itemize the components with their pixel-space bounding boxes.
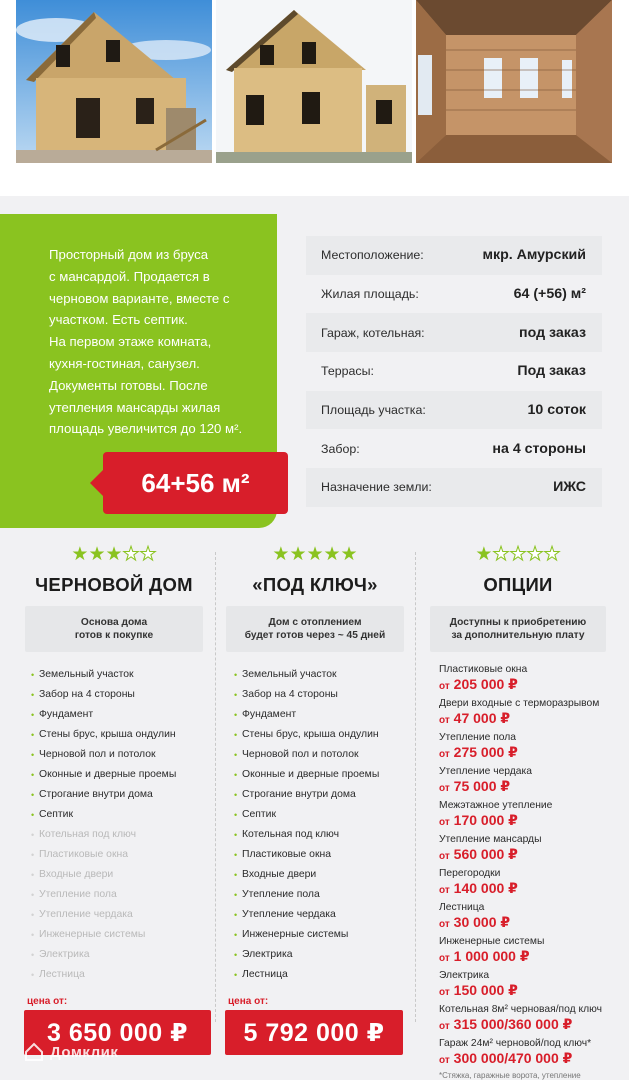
option-item xyxy=(439,766,618,800)
price-label: цена от: xyxy=(27,996,68,1007)
feature-item: • Забор на 4 стороны xyxy=(234,685,412,705)
star-empty-icon: ★★ xyxy=(122,544,157,565)
feature-item: • Оконные и дверные проемы xyxy=(31,765,213,785)
house-photo-interior[interactable] xyxy=(416,0,612,163)
spec-row-land-purpose xyxy=(306,468,602,507)
spec-label: Террасы: xyxy=(321,364,374,379)
spec-value: мкр. Амурский xyxy=(482,247,586,264)
spec-value: 64 (+56) м² xyxy=(513,286,586,303)
subtitle-line: готов к покупке xyxy=(74,630,154,641)
feature-item: • Инженерные системы xyxy=(234,925,412,945)
package-rough xyxy=(15,540,213,1080)
price-value: 30 000 ₽ xyxy=(453,914,511,930)
description-line: с мансардой. Продается в xyxy=(49,268,210,284)
option-item xyxy=(439,664,618,698)
feature-item: • Лестница xyxy=(31,965,213,985)
package-title: ЧЕРНОВОЙ ДОМ xyxy=(35,574,193,595)
feature-item: • Котельная под ключ xyxy=(31,825,213,845)
specs-table xyxy=(306,236,602,507)
package-title: «ПОД КЛЮЧ» xyxy=(252,574,378,595)
option-name: Пластиковые окна xyxy=(439,664,528,675)
option-item xyxy=(439,800,618,834)
from-word: от xyxy=(439,885,450,896)
description-line: участком. Есть септик. xyxy=(49,312,188,328)
star-icon: ★★★ xyxy=(71,544,123,565)
option-price xyxy=(439,846,618,865)
option-item xyxy=(439,936,618,970)
spec-label: Назначение земли: xyxy=(321,480,432,495)
description-line: Просторный дом из бруса xyxy=(49,247,209,262)
package-turnkey xyxy=(218,540,412,1080)
option-name: Межэтажное утепление xyxy=(439,800,553,811)
watermark-text: Домклик xyxy=(50,1043,119,1061)
price-value: 560 000 ₽ xyxy=(453,846,518,862)
option-name: Гараж 24м² черновой/под ключ* xyxy=(439,1038,592,1049)
spec-row-living-area xyxy=(306,275,602,314)
spec-label: Площадь участка: xyxy=(321,403,426,418)
from-word: от xyxy=(439,953,450,964)
feature-item: • Стены брус, крыша ондулин xyxy=(31,725,213,745)
options-subtitle xyxy=(430,606,606,652)
spec-row-terraces xyxy=(306,352,602,391)
column-divider xyxy=(415,552,416,1022)
description-line: черновом варианте, вместе с xyxy=(49,290,230,306)
rating-stars xyxy=(15,542,213,568)
description-line: кухня-гостиная, санузел. xyxy=(49,355,200,371)
feature-item: • Утепление чердака xyxy=(234,905,412,925)
feature-item: • Утепление пола xyxy=(234,885,412,905)
option-price xyxy=(439,1016,618,1035)
spec-value: 10 соток xyxy=(527,402,586,419)
spec-row-location xyxy=(306,236,602,275)
subtitle-line: Доступны к приобретению xyxy=(449,617,587,628)
feature-item: • Стены брус, крыша ондулин xyxy=(234,725,412,745)
price-value: 205 000 ₽ xyxy=(453,676,518,692)
from-word: от xyxy=(439,919,450,930)
option-price xyxy=(439,948,618,967)
from-word: от xyxy=(439,681,450,692)
feature-item: • Фундамент xyxy=(234,705,412,725)
feature-item: • Пластиковые окна xyxy=(234,845,412,865)
option-item xyxy=(439,732,618,766)
house-logo-icon xyxy=(24,1042,44,1062)
spec-label: Местоположение: xyxy=(321,248,424,263)
feature-item: • Пластиковые окна xyxy=(31,845,213,865)
options-list xyxy=(418,664,618,1080)
spec-row-garage xyxy=(306,313,602,352)
spec-label: Забор: xyxy=(321,441,360,456)
price-value: 275 000 ₽ xyxy=(453,744,518,760)
description-text xyxy=(49,244,274,440)
house-photo-2[interactable] xyxy=(216,0,412,163)
option-name: Электрика xyxy=(439,970,490,981)
feature-item: • Фундамент xyxy=(31,705,213,725)
from-word: от xyxy=(439,1055,450,1066)
options-title: ОПЦИИ xyxy=(483,574,553,595)
from-word: от xyxy=(439,817,450,828)
option-item xyxy=(439,698,618,732)
from-word: от xyxy=(439,715,450,726)
area-badge: 64+56 м² xyxy=(103,452,288,514)
feature-item: • Лестница xyxy=(234,965,412,985)
price-button-rough[interactable]: 3 650 000 ₽ xyxy=(24,1010,211,1055)
option-price xyxy=(439,880,618,899)
feature-item: • Котельная под ключ xyxy=(234,825,412,845)
option-name: Двери входные с терморазрывом xyxy=(439,698,600,709)
subtitle-line: Дом с отоплением xyxy=(268,617,362,628)
options-column xyxy=(418,540,618,1080)
package-subtitle xyxy=(226,606,404,652)
feature-item: • Септик xyxy=(31,805,213,825)
feature-item: • Черновой пол и потолок xyxy=(234,745,412,765)
feature-item: • Утепление чердака xyxy=(31,905,213,925)
option-name: Утепление мансарды xyxy=(439,834,542,845)
feature-item: • Строгание внутри дома xyxy=(234,785,412,805)
price-button-turnkey[interactable]: 5 792 000 ₽ xyxy=(225,1010,403,1055)
spec-value: Под заказ xyxy=(517,363,586,380)
option-item xyxy=(439,1038,618,1072)
star-icon: ★★★★★ xyxy=(272,544,358,565)
feature-item: • Электрика xyxy=(31,945,213,965)
house-photo-1[interactable] xyxy=(16,0,212,163)
feature-item: • Инженерные системы xyxy=(31,925,213,945)
feature-list xyxy=(15,665,213,985)
rating-stars xyxy=(418,542,618,568)
spec-label: Жилая площадь: xyxy=(321,287,419,302)
from-word: от xyxy=(439,749,450,760)
subtitle-line: Основа дома xyxy=(80,617,148,628)
feature-item: • Строгание внутри дома xyxy=(31,785,213,805)
subtitle-line: будет готов через ~ 45 дней xyxy=(244,630,386,641)
price-value: 170 000 ₽ xyxy=(453,812,518,828)
spec-row-plot-area xyxy=(306,391,602,430)
feature-list xyxy=(218,665,412,985)
package-subtitle xyxy=(25,606,203,652)
rating-stars xyxy=(218,542,412,568)
price-value: 75 000 ₽ xyxy=(453,778,511,794)
option-price xyxy=(439,778,618,797)
feature-item: • Земельный участок xyxy=(234,665,412,685)
option-item xyxy=(439,970,618,1004)
feature-item: • Утепление пола xyxy=(31,885,213,905)
photo-strip xyxy=(0,0,629,196)
feature-item: • Оконные и дверные проемы xyxy=(234,765,412,785)
spec-row-fence xyxy=(306,429,602,468)
option-price xyxy=(439,1050,618,1069)
feature-item: • Входные двери xyxy=(31,865,213,885)
option-item xyxy=(439,1004,618,1038)
feature-item: • Электрика xyxy=(234,945,412,965)
feature-item: • Черновой пол и потолок xyxy=(31,745,213,765)
option-item xyxy=(439,902,618,936)
option-price xyxy=(439,744,618,763)
description-line: утепления мансарды жилая xyxy=(49,399,221,415)
spec-value: на 4 стороны xyxy=(492,440,586,457)
spec-value: ИЖС xyxy=(553,479,586,496)
from-word: от xyxy=(439,783,450,794)
option-item xyxy=(439,834,618,868)
options-footnote: *Стяжка, гаражные ворота, утепление xyxy=(439,1071,581,1080)
subtitle-line: за дополнительную плату xyxy=(451,630,585,641)
column-divider xyxy=(215,552,216,1022)
option-price xyxy=(439,982,618,1001)
domclick-watermark xyxy=(24,1042,118,1062)
option-name: Утепление чердака xyxy=(439,766,532,777)
option-price xyxy=(439,914,618,933)
option-price xyxy=(439,710,618,729)
spec-label: Гараж, котельная: xyxy=(321,325,425,340)
feature-item: • Земельный участок xyxy=(31,665,213,685)
spec-value: под заказ xyxy=(519,324,586,341)
feature-item: • Забор на 4 стороны xyxy=(31,685,213,705)
description-line: Документы готовы. После xyxy=(49,377,208,393)
price-value: 150 000 ₽ xyxy=(453,982,518,998)
price-value: 1 000 000 ₽ xyxy=(453,948,530,964)
option-name: Утепление пола xyxy=(439,732,517,743)
option-name: Перегородки xyxy=(439,868,501,879)
price-value: 140 000 ₽ xyxy=(453,880,518,896)
from-word: от xyxy=(439,1021,450,1032)
description-line: площадь увеличится до 120 м². xyxy=(49,421,243,437)
feature-item: • Септик xyxy=(234,805,412,825)
description-line: На первом этаже комната, xyxy=(49,334,212,350)
feature-item: • Входные двери xyxy=(234,865,412,885)
price-value: 315 000/360 000 ₽ xyxy=(453,1016,573,1032)
price-label: цена от: xyxy=(228,996,269,1007)
from-word: от xyxy=(439,987,450,998)
star-icon: ★ xyxy=(475,544,493,565)
option-name: Инженерные системы xyxy=(439,936,545,947)
option-item xyxy=(439,868,618,902)
option-name: Котельная 8м² черновая/под ключ xyxy=(439,1004,602,1015)
option-name: Лестница xyxy=(439,902,485,913)
price-value: 300 000/470 000 ₽ xyxy=(453,1050,573,1066)
option-price xyxy=(439,676,618,695)
from-word: от xyxy=(439,851,450,862)
star-empty-icon: ★★★★ xyxy=(492,544,561,565)
price-value: 47 000 ₽ xyxy=(453,710,511,726)
option-price xyxy=(439,812,618,831)
